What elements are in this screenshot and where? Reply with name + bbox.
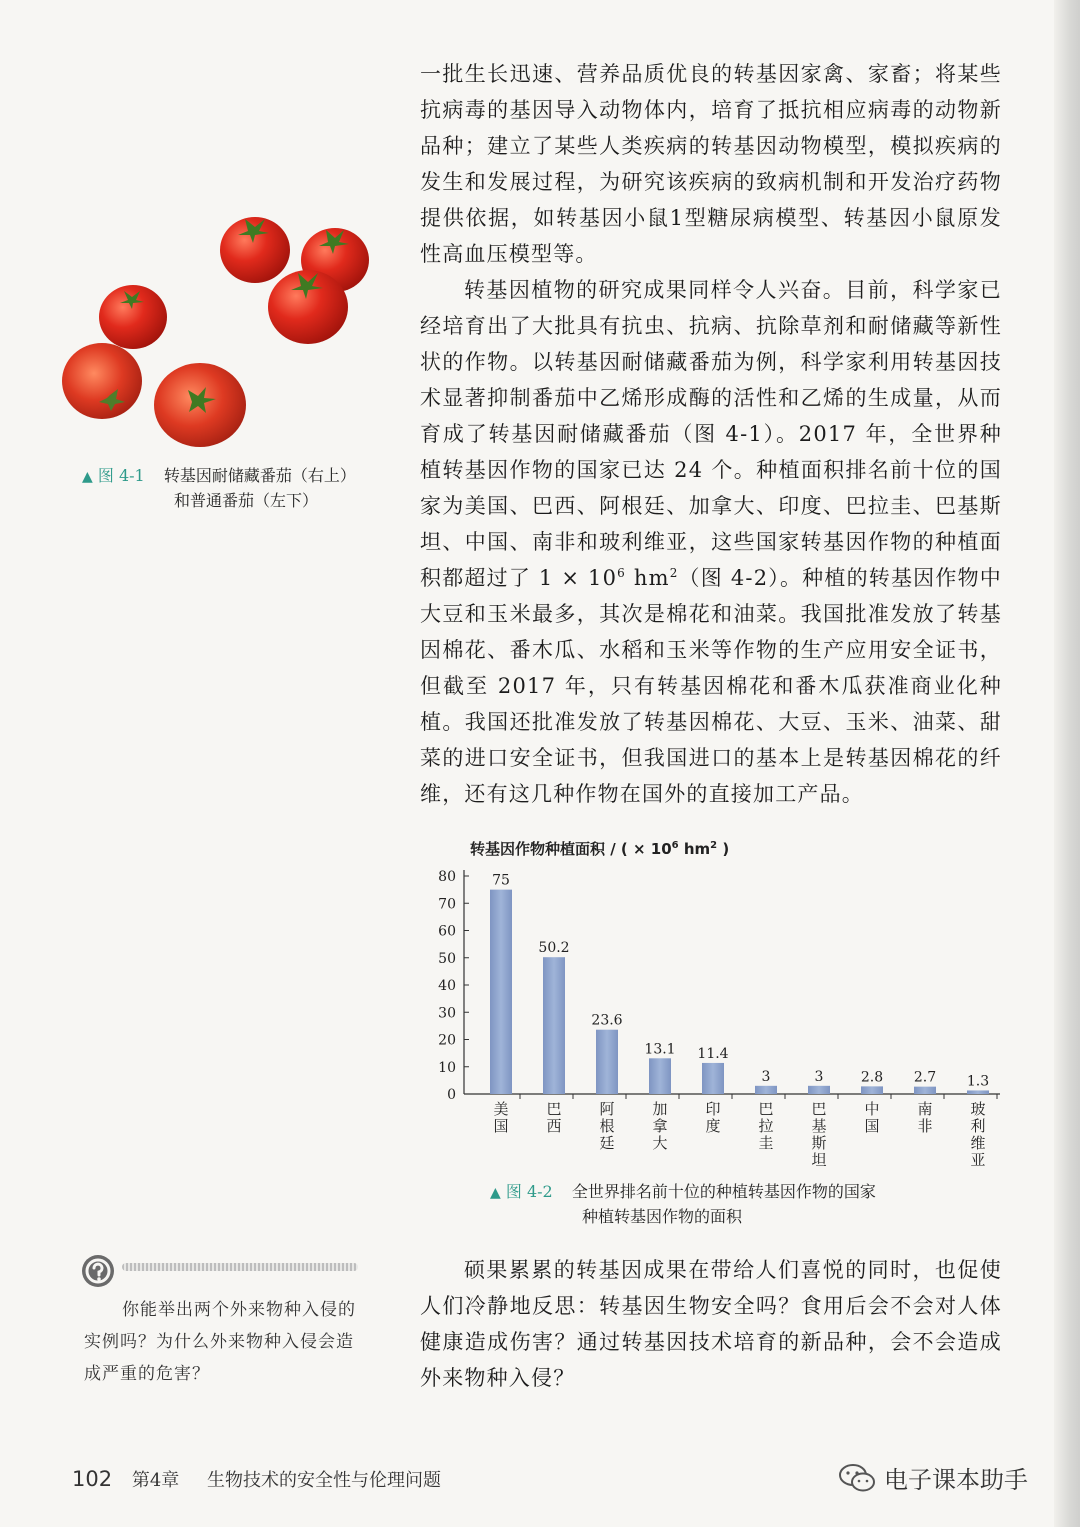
think-question: 你能举出两个外来物种入侵的实例吗？为什么外来物种入侵会造成严重的危害？ <box>84 1300 356 1384</box>
data-label: 2.8 <box>860 1069 884 1086</box>
y-tick-label: 10 <box>438 1059 456 1076</box>
figure-number: 图 4-2 <box>505 1182 553 1201</box>
category-label: 中国 <box>864 1100 880 1135</box>
figure-number: 图 4-1 <box>97 466 145 485</box>
tomato-photo <box>60 205 380 455</box>
chart-title: 转基因作物种植面积 / ( × $10^6$ $hm^2$ ) <box>470 840 730 858</box>
wechat-icon <box>838 1463 876 1493</box>
y-tick-label: 0 <box>447 1087 456 1103</box>
y-tick-label: 40 <box>438 978 456 994</box>
tomato-gm-1 <box>220 217 290 283</box>
bar <box>649 1058 671 1094</box>
y-tick-label: 60 <box>438 923 456 940</box>
page-footer <box>72 1466 441 1492</box>
bar <box>543 957 565 1094</box>
data-label: 3 <box>761 1068 771 1085</box>
triangle-marker-icon: ▲ <box>82 469 93 485</box>
tomato-gm-3 <box>268 270 348 344</box>
caption-line-1: 全世界排名前十位的种植转基因作物的国家 <box>571 1182 876 1201</box>
bar <box>967 1090 989 1094</box>
data-label: 11.4 <box>697 1045 729 1062</box>
think-divider <box>122 1263 358 1271</box>
y-tick-label: 30 <box>438 1005 456 1022</box>
bar <box>861 1086 883 1094</box>
category-label: 巴西 <box>546 1100 562 1135</box>
bar <box>702 1063 724 1094</box>
data-label: 13.1 <box>644 1041 676 1058</box>
y-tick-label: 80 <box>438 869 456 885</box>
category-label: 印度 <box>705 1100 721 1135</box>
tomato-normal-1 <box>99 285 167 349</box>
paragraph-3: 硕果累累的转基因成果在带给人们喜悦的同时，也促使人们冷静地反思：转基因生物安全吗？食用后会不会对人体健康造成伤害？通过转基因技术培育的新品种，会不会造成外来物种入侵？ <box>420 1258 1002 1390</box>
caption-line-2: 和普通番茄（左下） <box>174 491 319 510</box>
page-number: 102 <box>72 1467 113 1491</box>
bar <box>596 1030 618 1094</box>
watermark-text: 电子课本助手 <box>884 1466 1028 1494</box>
chapter-label: 第4章 <box>131 1470 180 1491</box>
chapter-title: 生物技术的安全性与伦理问题 <box>207 1470 442 1491</box>
caption-line-1: 转基因耐储藏番茄（右上） <box>163 466 356 485</box>
question-icon <box>80 1253 116 1289</box>
bar <box>490 890 512 1094</box>
figure-4-2-caption <box>490 1180 960 1229</box>
main-text-column <box>420 56 1002 812</box>
page-edge-shadow <box>1054 0 1080 1527</box>
data-label: 23.6 <box>591 1012 623 1029</box>
triangle-marker-icon: ▲ <box>490 1185 501 1201</box>
tomato-normal-3 <box>154 363 246 447</box>
paragraph-1: 一批生长迅速、营养品质优良的转基因家禽、家畜；将某些抗病毒的基因导入动物体内，培育了抵抗相应病毒的动物新品种；建立了某些人类疾病的转基因动物模型，模拟疾病的发生和发展过程，为研究该疾病的致病机制和开发治疗药物提供依据，如转基因小鼠1型糖尿病模型、转基因小鼠原发性高血压模型等。 <box>420 62 1002 266</box>
category-label: 巴基斯坦 <box>811 1100 827 1166</box>
data-label: 50.2 <box>538 940 570 957</box>
y-tick-label: 20 <box>438 1032 456 1049</box>
bar <box>914 1087 936 1094</box>
bar <box>755 1086 777 1094</box>
category-label: 南非 <box>917 1100 933 1135</box>
category-label: 巴拉圭 <box>758 1100 774 1152</box>
data-label: 2.7 <box>913 1069 937 1086</box>
category-label: 美国 <box>493 1100 509 1135</box>
y-tick-label: 50 <box>438 950 456 967</box>
category-label: 玻利维亚 <box>970 1100 986 1166</box>
data-label: 1.3 <box>966 1073 990 1090</box>
y-tick-label: 70 <box>438 896 456 913</box>
category-label: 阿根廷 <box>599 1100 615 1152</box>
caption-line-2: 种植转基因作物的面积 <box>582 1207 743 1226</box>
paragraph-2: 转基因植物的研究成果同样令人兴奋。目前，科学家已经培育出了大批具有抗虫、抗病、抗除草剂和耐储藏等新性状的作物。以转基因耐储藏番茄为例，科学家利用转基因技术显著抑制番茄中乙烯形成酶的活性和乙烯的生成量，从而育成了转基因耐储藏番茄（图 4-1）。2017 年，全世界种植转基因作物的国家已达 24 个。种植面积排名前十位的国家为美国、巴西、阿根廷、加拿大、印度、巴拉圭、巴基斯坦、中国、南非和玻利维亚，这些国家转基因作物的种植面积都超过了 $1 \times 10^6$ $hm^2$（图 4-2）。种植的转基因作物中大豆和玉米最多，其次是棉花和油菜。我国批准发放了转基因棉花、番木瓜、水稻和玉米等作物的生产应用安全证书，但截至 2017 年，只有转基因棉花和番木瓜获准商业化种植。我国还批准发放了转基因棉花、大豆、玉米、油菜、甜菜的进口安全证书，但我国进口的基本上是转基因棉花的纤维，还有这几种作物在国外的直接加工产品。 <box>420 278 1002 806</box>
data-label: 3 <box>814 1068 824 1085</box>
data-label: 75 <box>492 872 510 889</box>
figure-4-1-caption <box>82 464 402 513</box>
tomato-normal-2 <box>62 343 142 419</box>
bar-chart <box>420 836 1010 1166</box>
category-label: 加拿大 <box>652 1100 668 1152</box>
watermark <box>838 1460 1028 1495</box>
bar <box>808 1086 830 1094</box>
